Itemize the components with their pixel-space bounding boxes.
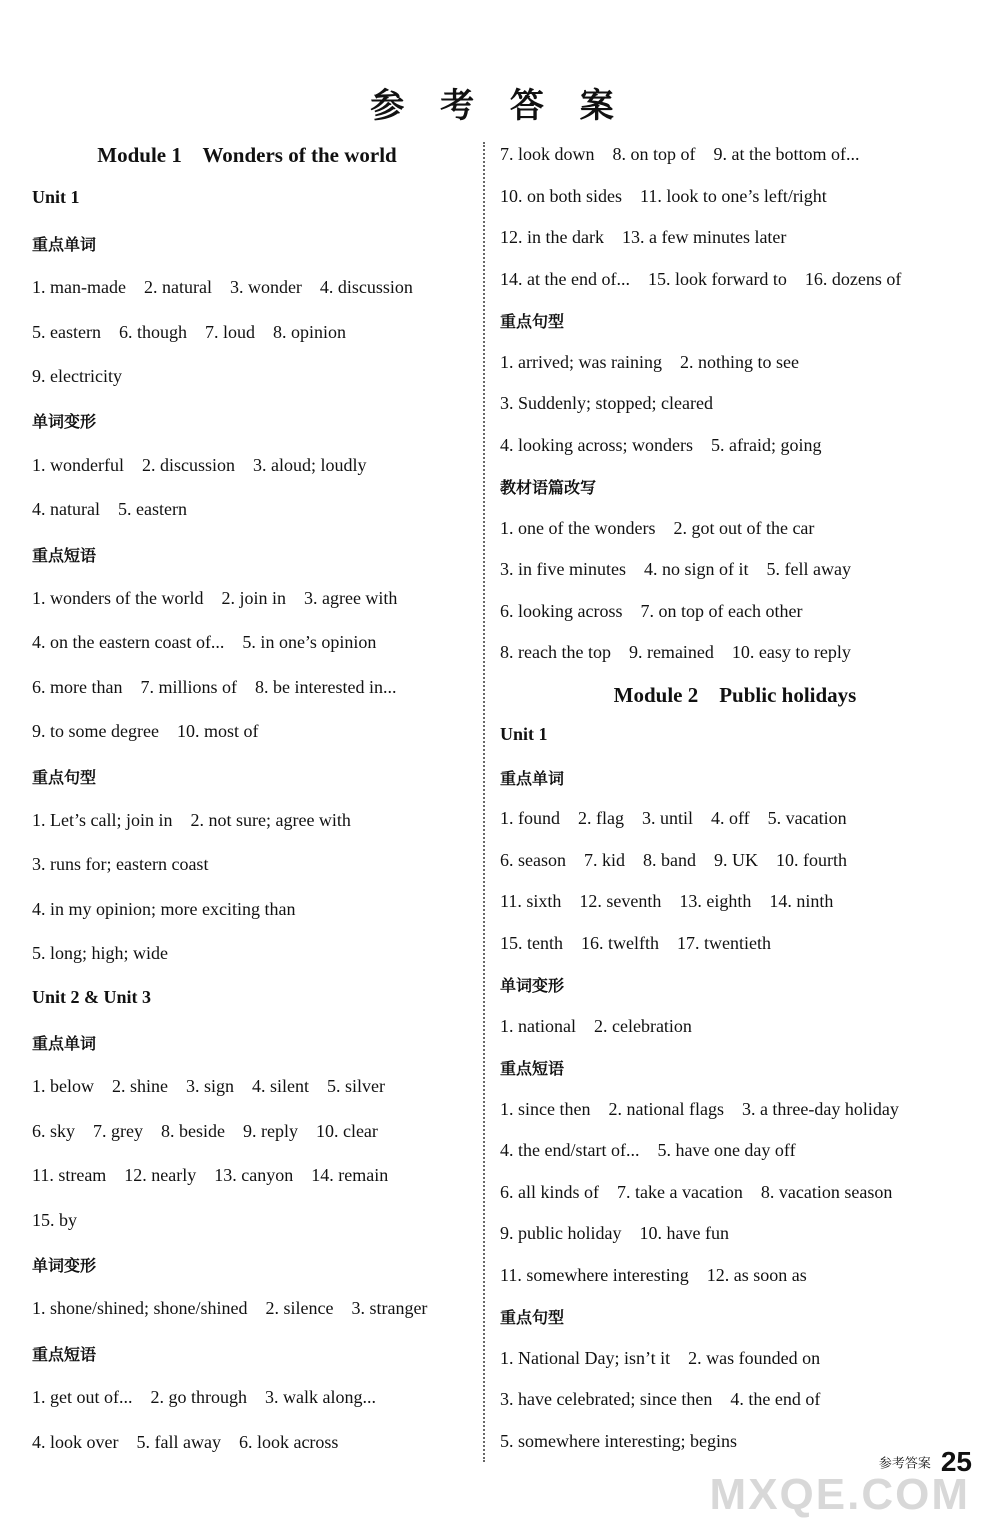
answer-line: 4. looking across; wonders 5. afraid; going: [500, 434, 822, 455]
section-heading: 重点句型: [32, 767, 97, 787]
unit-heading: Unit 1: [32, 187, 80, 208]
answer-line: 6. sky 7. grey 8. beside 9. reply 10. clear: [32, 1120, 378, 1141]
answer-line: 11. stream 12. nearly 13. canyon 14. remain: [32, 1165, 389, 1186]
answer-line: 4. on the eastern coast of... 5. in one’s opinion: [32, 632, 377, 653]
answer-line: 15. tenth 16. twelfth 17. twentieth: [500, 932, 771, 953]
answer-line: 15. by: [32, 1209, 77, 1230]
answer-line: 8. reach the top 9. remained 10. easy to reply: [500, 642, 851, 662]
answer-line: 1. get out of... 2. go through 3. walk along...: [32, 1387, 376, 1408]
answer-line: 9. electricity: [32, 366, 122, 386]
answer-line: 12. in the dark 13. a few minutes later: [500, 227, 787, 247]
answer-line: 3. runs for; eastern coast: [32, 854, 209, 875]
answer-line: 4. natural 5. eastern: [32, 499, 187, 520]
unit-heading: Unit 1: [500, 724, 548, 744]
page-title: 参 考 答 案: [370, 86, 626, 126]
unit-heading: Unit 2 & Unit 3: [32, 986, 152, 1007]
answer-line: 6. more than 7. millions of 8. be interested in...: [32, 676, 397, 697]
answer-line: 1. below 2. shine 3. sign 4. silent 5. silver: [32, 1076, 385, 1097]
answer-line: 1. arrived; was raining 2. nothing to see: [500, 351, 799, 372]
answer-line: 6. looking across 7. on top of each other: [500, 600, 803, 621]
answer-line: 1. National Day; isn’t it 2. was founded on: [500, 1347, 821, 1368]
module-heading: Module 1 Wonders of the world: [97, 143, 397, 167]
answer-line: 10. on both sides 11. look to one’s left/right: [500, 185, 827, 206]
answer-line: 7. look down 8. on top of 9. at the bottom of...: [500, 144, 860, 164]
page-number: 25: [940, 1446, 972, 1477]
answer-line: 4. in my opinion; more exciting than: [32, 898, 296, 919]
answer-line: 5. long; high; wide: [32, 943, 168, 964]
answer-line: 11. somewhere interesting 12. as soon as: [500, 1264, 807, 1285]
section-heading: 重点句型: [500, 1308, 565, 1327]
column-divider: [483, 142, 485, 1462]
answer-line: 1. national 2. celebration: [500, 1015, 692, 1036]
footer-label: 参考答案: [878, 1456, 931, 1472]
section-heading: 重点短语: [32, 545, 97, 565]
answer-line: 1. since then 2. national flags 3. a three-day holiday: [500, 1098, 899, 1119]
answer-line: 3. Suddenly; stopped; cleared: [500, 393, 713, 413]
section-heading: 重点短语: [32, 1344, 97, 1364]
answer-line: 1. Let’s call; join in 2. not sure; agree with: [32, 810, 351, 830]
section-heading: 重点单词: [32, 234, 97, 254]
section-heading: 单词变形: [32, 1256, 97, 1275]
section-heading: 重点单词: [32, 1034, 97, 1053]
answer-line: 1. one of the wonders 2. got out of the car: [500, 517, 815, 538]
answer-line: 6. all kinds of 7. take a vacation 8. vacation season: [500, 1181, 893, 1202]
answer-line: 1. wonders of the world 2. join in 3. agree with: [32, 588, 398, 608]
answer-line: 1. found 2. flag 3. until 4. off 5. vacation: [500, 808, 847, 828]
module-heading: Module 2 Public holidays: [613, 682, 857, 707]
answer-line: 3. have celebrated; since then 4. the end of: [500, 1389, 821, 1409]
answer-line: 1. man-made 2. natural 3. wonder 4. discussion: [32, 277, 413, 298]
answer-line: 6. season 7. kid 8. band 9. UK 10. fourth: [500, 849, 847, 870]
section-heading: 重点句型: [500, 312, 565, 331]
answer-line: 3. in five minutes 4. no sign of it 5. fell away: [500, 559, 851, 579]
answer-line: 5. eastern 6. though 7. loud 8. opinion: [32, 321, 346, 342]
section-heading: 单词变形: [500, 976, 565, 995]
answer-line: 5. somewhere interesting; begins: [500, 1430, 737, 1451]
answer-line: 14. at the end of... 15. look forward to 16. dozens of: [500, 268, 902, 289]
answer-line: 9. public holiday 10. have fun: [500, 1223, 729, 1243]
answer-line: 1. wonderful 2. discussion 3. aloud; loudly: [32, 454, 367, 475]
section-heading: 教材语篇改写: [500, 478, 597, 497]
answer-line: 4. look over 5. fall away 6. look across: [32, 1431, 339, 1452]
answer-line: 9. to some degree 10. most of: [32, 721, 259, 742]
answer-line: 11. sixth 12. seventh 13. eighth 14. ninth: [500, 891, 834, 911]
section-heading: 单词变形: [32, 412, 97, 432]
answer-line: 4. the end/start of... 5. have one day off: [500, 1140, 796, 1160]
section-heading: 重点短语: [500, 1059, 565, 1078]
answer-line: 1. shone/shined; shone/shined 2. silence 3. stranger: [32, 1298, 428, 1319]
section-heading: 重点单词: [500, 768, 565, 788]
watermark-logo: MXQE.COM: [709, 1470, 970, 1519]
